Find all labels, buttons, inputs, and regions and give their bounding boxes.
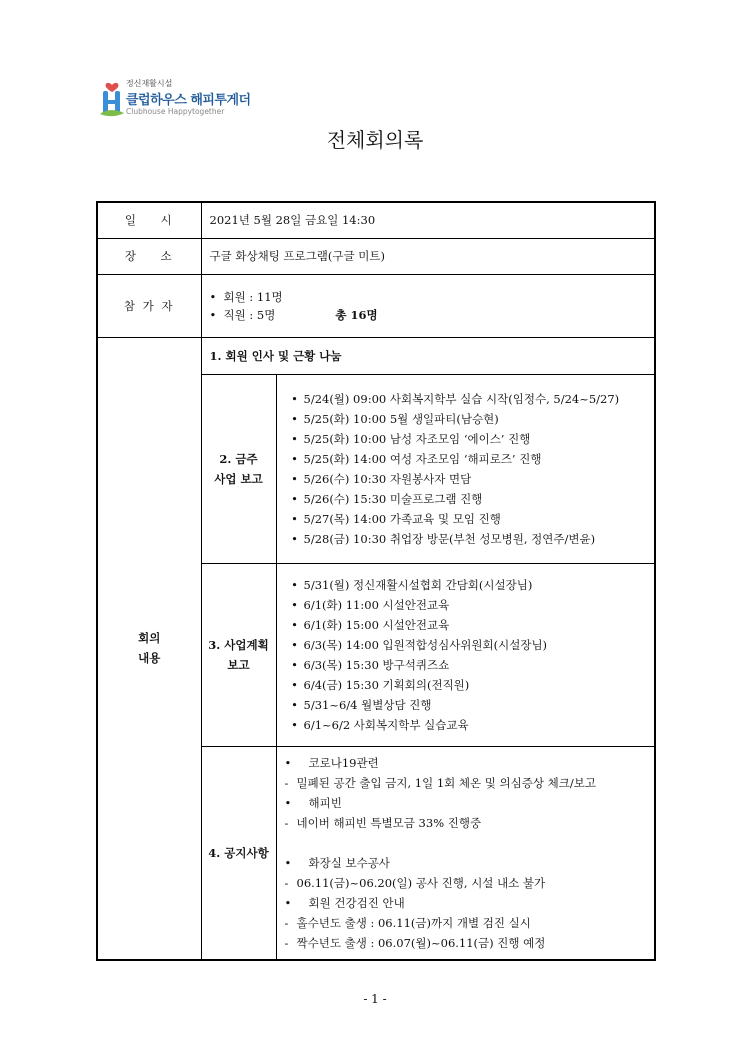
list-item-text: 5/26(수) 10:30 자원봉사자 면담	[303, 471, 472, 486]
bullet-icon: •	[291, 431, 298, 446]
section2-list	[278, 381, 654, 557]
section4-notice	[276, 746, 655, 960]
list-item-text: 6/1~6/2 사회복지학부 실습교육	[303, 717, 469, 732]
list-item-text: 5/25(화) 14:00 여성 자조모임 ‘해피로즈’ 진행	[303, 451, 542, 466]
section2-list-cell	[276, 374, 655, 563]
bullet-icon: •	[291, 411, 298, 426]
bullet-icon: •	[291, 677, 298, 692]
dash-icon: -	[284, 815, 289, 830]
notice-heading	[285, 893, 655, 913]
notice-text: 해피빈	[308, 795, 342, 810]
notice-text: 회원 건강검진 안내	[308, 895, 405, 910]
list-item	[278, 389, 654, 409]
dash-icon: -	[284, 935, 289, 950]
row-attendees	[97, 274, 655, 337]
section3-list	[278, 567, 654, 743]
list-item-text: 6/3(목) 15:30 방구석퀴즈쇼	[303, 657, 450, 672]
bullet-icon: •	[209, 289, 217, 304]
total-count: 총 16명	[335, 307, 378, 322]
section1-title: 1. 회원 인사 및 근황 나눔	[201, 337, 655, 374]
list-item-text: 6/1(화) 15:00 시설안전교육	[303, 617, 450, 632]
notice-text: 화장실 보수공사	[308, 855, 390, 870]
row-section1	[97, 337, 655, 374]
bullet-icon: •	[291, 617, 298, 632]
bullet-icon: •	[284, 855, 292, 870]
list-item-text: 5/24(월) 09:00 사회복지학부 실습 시작(임정수, 5/24~5/27)	[303, 391, 620, 406]
list-item	[278, 509, 654, 529]
notice-text: 짝수년도 출생 : 06.07(월)~06.11(금) 진행 예정	[296, 935, 546, 950]
list-item	[278, 449, 654, 469]
notice-text: 홀수년도 출생 : 06.11(금)까지 개별 검진 실시	[296, 915, 531, 930]
bullet-icon: •	[291, 391, 298, 406]
staff-count: 직원 : 5명	[223, 307, 276, 322]
attendees-staff	[210, 306, 647, 324]
list-item	[278, 489, 654, 509]
list-item	[278, 695, 654, 715]
section2-label	[201, 374, 276, 563]
bullet-icon: •	[291, 717, 298, 732]
logo-name: 클럽하우스 해피투게더	[126, 93, 251, 108]
content-label-line2: 내용	[138, 651, 161, 665]
logo	[100, 78, 260, 122]
dash-icon: -	[284, 875, 289, 890]
content-label-line1: 회의	[138, 631, 161, 645]
bullet-icon: •	[284, 795, 292, 810]
place-label	[97, 238, 201, 274]
list-item	[278, 429, 654, 449]
date-label-text: 일 시	[124, 213, 174, 228]
bullet-icon: •	[291, 657, 298, 672]
section4-label: 4. 공지사항	[201, 746, 276, 960]
place-label-text: 장 소	[124, 249, 174, 263]
section2-label-line1: 2. 금주	[219, 451, 258, 466]
notice-spacer	[285, 833, 655, 853]
minutes-table	[96, 201, 656, 961]
notice-text: 네이버 해피빈 특별모금 33% 진행중	[296, 815, 482, 830]
bullet-icon: •	[209, 307, 217, 322]
list-item-text: 6/1(화) 11:00 시설안전교육	[303, 597, 450, 612]
list-item	[278, 635, 654, 655]
list-item-text: 5/31~6/4 월별상담 진행	[303, 697, 432, 712]
attendees-value	[201, 274, 655, 337]
section3-list-cell	[276, 563, 655, 746]
section3-label-line2: 보고	[227, 657, 250, 672]
notice-detail	[285, 773, 655, 793]
list-item-text: 5/25(화) 10:00 남성 자조모임 ‘에이스’ 진행	[303, 431, 531, 446]
bullet-icon: •	[291, 451, 298, 466]
list-item	[278, 469, 654, 489]
clubhouse-h-logo-icon	[100, 82, 124, 118]
place-value: 구글 화상채팅 프로그램(구글 미트)	[201, 238, 655, 274]
list-item	[278, 595, 654, 615]
bullet-icon: •	[291, 697, 298, 712]
section3-label-line1: 3. 사업계획	[208, 637, 269, 652]
list-item-text: 5/28(금) 10:30 취업장 방문(부천 성모병원, 정연주/변윤)	[303, 531, 596, 546]
date-value: 2021년 5월 28일 금요일 14:30	[201, 202, 655, 238]
notice-detail	[285, 913, 655, 933]
notice-detail	[285, 933, 655, 953]
bullet-icon: •	[291, 491, 298, 506]
bullet-icon: •	[291, 511, 298, 526]
notice-detail	[285, 873, 655, 893]
document-title: 전체회의록	[326, 128, 424, 152]
bullet-icon: •	[284, 755, 292, 770]
list-item-text: 5/27(목) 14:00 가족교육 및 모임 진행	[303, 511, 501, 526]
notice-detail	[285, 813, 655, 833]
row-date	[97, 202, 655, 238]
list-item	[278, 575, 654, 595]
logo-english-name: Clubhouse Happytogether	[126, 107, 225, 116]
notice-heading	[285, 793, 655, 813]
attendees-label: 참 가 자	[97, 274, 201, 337]
list-item	[278, 615, 654, 635]
logo-subtitle: 정신재활시설	[126, 79, 173, 88]
bullet-icon: •	[291, 637, 298, 652]
row-place	[97, 238, 655, 274]
bullet-icon: •	[291, 577, 298, 592]
list-item	[278, 715, 654, 735]
bullet-icon: •	[291, 531, 298, 546]
list-item-text: 5/25(화) 10:00 5월 생일파티(남승현)	[303, 411, 499, 426]
list-item	[278, 409, 654, 429]
bullet-icon: •	[291, 597, 298, 612]
section3-label	[201, 563, 276, 746]
attendees-members	[210, 288, 647, 306]
bullet-icon: •	[291, 471, 298, 486]
content-label	[97, 337, 201, 960]
list-item	[278, 655, 654, 675]
page-number: - 1 -	[363, 992, 387, 1006]
bullet-icon: •	[284, 895, 292, 910]
dash-icon: -	[284, 775, 289, 790]
notice-text: 06.11(금)~06.20(일) 공사 진행, 시설 내소 불가	[296, 875, 546, 890]
notice-text: 코로나19관련	[308, 755, 379, 770]
members-count: 회원 : 11명	[223, 289, 283, 304]
dash-icon: -	[284, 915, 289, 930]
list-item-text: 6/4(금) 15:30 기획회의(전직원)	[303, 677, 470, 692]
list-item	[278, 529, 654, 549]
section2-label-line2: 사업 보고	[214, 471, 263, 486]
date-label	[97, 202, 201, 238]
notice-heading	[285, 853, 655, 873]
notice-heading	[285, 753, 655, 773]
list-item	[278, 675, 654, 695]
list-item-text: 5/31(월) 정신재활시설협회 간담회(시설장님)	[303, 577, 533, 592]
list-item-text: 6/3(목) 14:00 입원적합성심사위원회(시설장님)	[303, 637, 548, 652]
notice-text: 밀폐된 공간 출입 금지, 1일 1회 체온 및 의심증상 체크/보고	[296, 775, 596, 790]
list-item-text: 5/26(수) 15:30 미술프로그램 진행	[303, 491, 483, 506]
